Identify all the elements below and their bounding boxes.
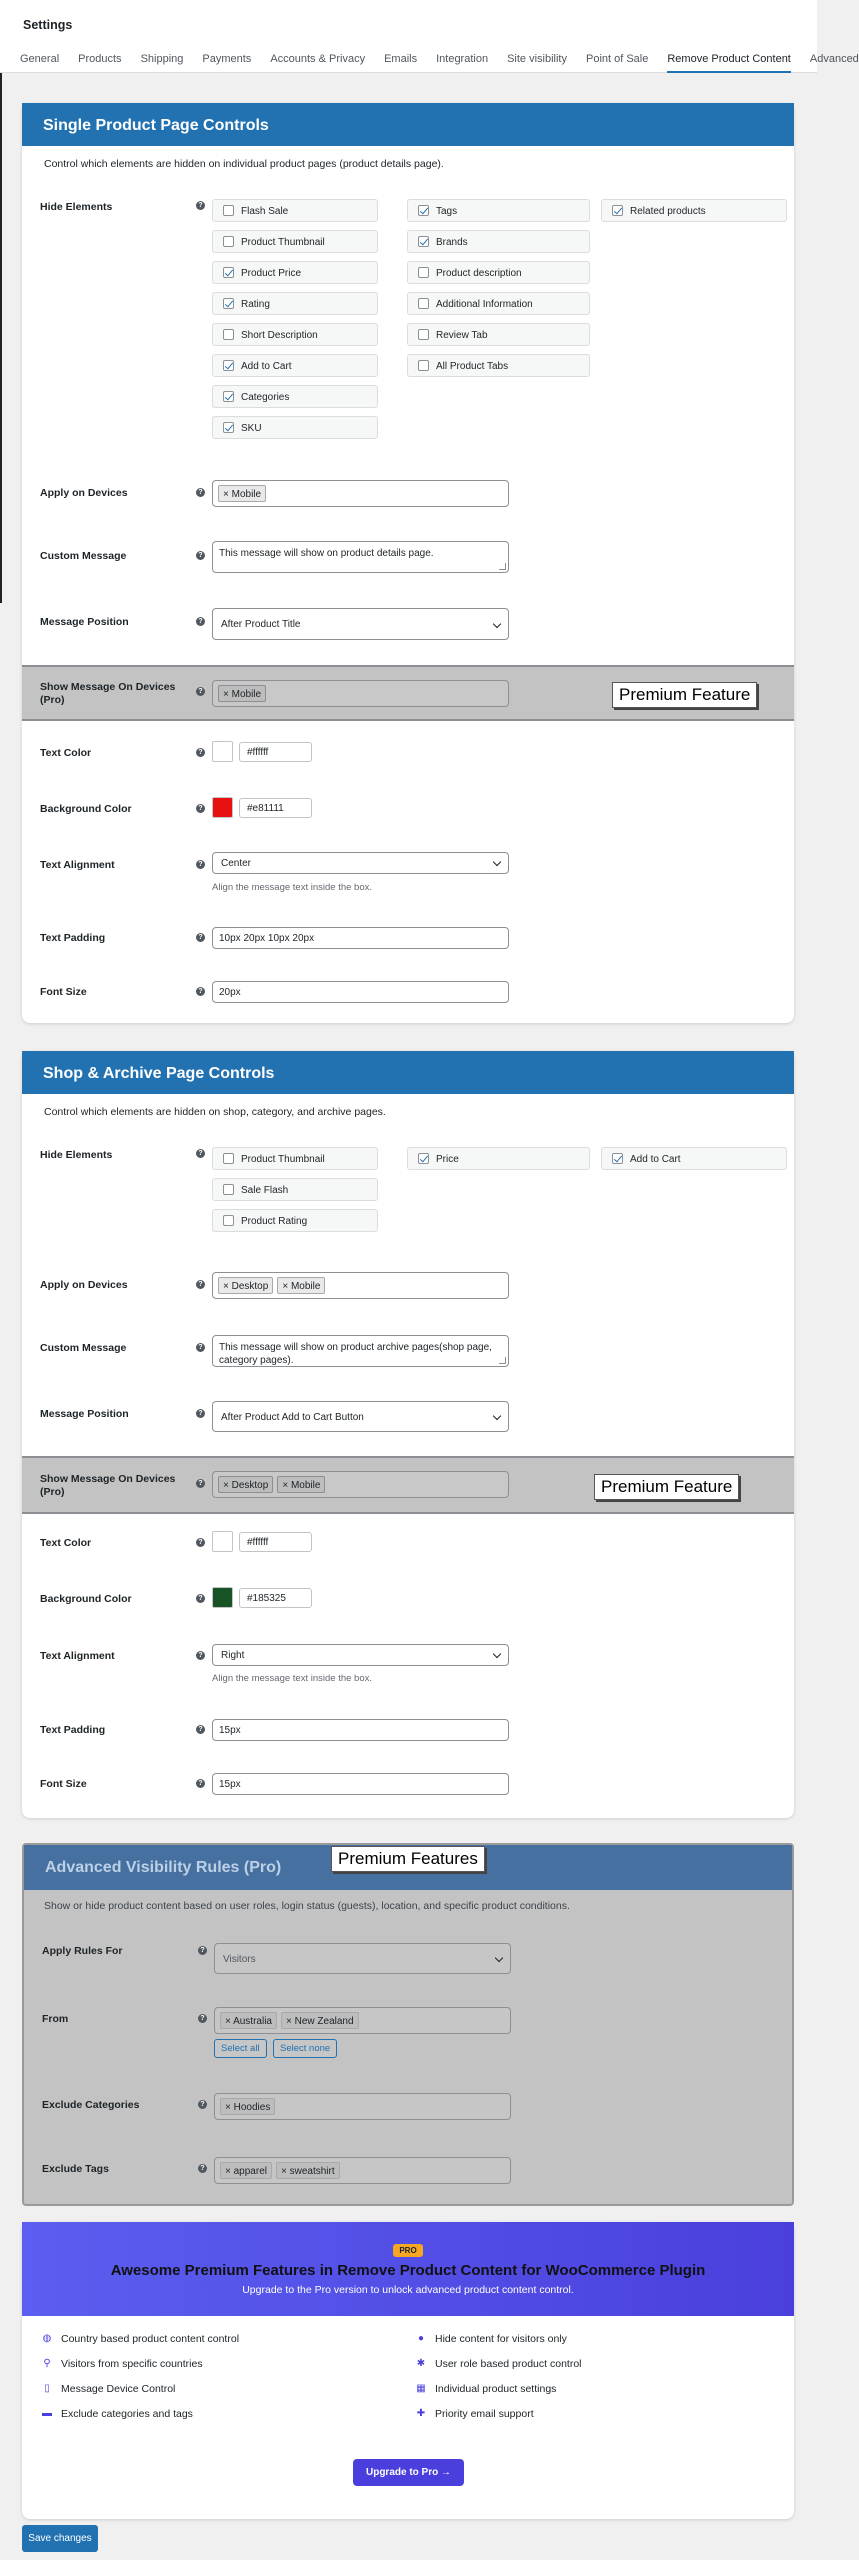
checkbox-unchecked[interactable] (418, 298, 429, 309)
tab-emails[interactable]: Emails (384, 53, 418, 65)
text-color-input[interactable]: #ffffff (239, 742, 312, 762)
tag-label: sweatshirt (289, 2166, 335, 2177)
bg-color-label: Background Color (40, 803, 132, 815)
font-size-label: Font Size (40, 1778, 87, 1790)
resize-handle[interactable] (499, 563, 506, 570)
single-product-card (22, 103, 794, 1023)
bg-color-swatch[interactable] (212, 1587, 233, 1608)
remove-tag-icon[interactable]: × (223, 1480, 232, 1491)
checkbox-item[interactable] (212, 354, 378, 377)
text-alignment-hint: Align the message text inside the box. (212, 882, 373, 893)
premium-row (22, 665, 794, 721)
checkbox-label: SKU (241, 423, 262, 434)
checkbox-label: Rating (241, 299, 270, 310)
tag-label: Mobile (290, 1480, 321, 1491)
selected-tag[interactable] (277, 1277, 325, 1294)
help-icon[interactable]: ? (196, 687, 205, 696)
help-icon[interactable]: ? (196, 987, 205, 996)
selected-tag[interactable] (220, 2012, 277, 2029)
checkbox-item[interactable] (212, 1178, 378, 1201)
selected-tag[interactable] (220, 2162, 272, 2179)
text-alignment-select[interactable] (212, 852, 509, 874)
tab-integration[interactable]: Integration (436, 53, 489, 65)
bg-color-input[interactable]: #185325 (239, 1588, 312, 1608)
remove-tag-icon[interactable]: × (280, 2166, 290, 2177)
devices-select[interactable] (212, 480, 509, 507)
font-size-label: Font Size (40, 986, 87, 998)
show-devices-label: Show Message On Devices (Pro) (40, 681, 176, 706)
selected-tag[interactable] (277, 1476, 325, 1493)
checkbox-checked[interactable] (418, 236, 429, 247)
tab-site-visibility[interactable]: Site visibility (507, 53, 567, 65)
chevron-down-icon (493, 858, 501, 866)
hide-elements-label: Hide Elements (40, 1149, 113, 1161)
text-alignment-select[interactable] (212, 1644, 509, 1666)
text-padding-label: Text Padding (40, 932, 106, 944)
selected-tag[interactable] (276, 2162, 340, 2179)
premium-feature-badge: Premium Feature (612, 682, 757, 708)
tag-label: Hoodies (233, 2102, 271, 2113)
checkbox-checked[interactable] (418, 1153, 429, 1164)
tag-label: apparel (233, 2166, 267, 2177)
help-icon: ? (198, 2014, 207, 2023)
checkbox-checked[interactable] (223, 360, 234, 371)
remove-tag-icon[interactable]: × (223, 1281, 232, 1292)
tag-label: Mobile (231, 489, 262, 500)
feature-item (416, 2383, 556, 2395)
tab-point-of-sale[interactable]: Point of Sale (585, 53, 649, 65)
selected-tag[interactable] (218, 485, 266, 502)
help-icon[interactable]: ? (196, 748, 205, 757)
advanced-card-title: Advanced Visibility Rules (Pro) (24, 1845, 792, 1890)
checkbox-item[interactable] (212, 1209, 378, 1232)
chart-icon: ▦ (416, 2383, 426, 2394)
checkbox-checked[interactable] (612, 205, 623, 216)
text-color-label: Text Color (40, 747, 92, 759)
help-icon: ? (198, 2164, 207, 2173)
checkbox-label: Product description (436, 268, 522, 279)
help-icon[interactable]: ? (196, 1651, 205, 1660)
feature-label: Visitors from specific countries (61, 2358, 203, 2370)
feature-item (42, 2358, 203, 2370)
tab-payments[interactable]: Payments (202, 53, 252, 65)
checkbox-label: Brands (436, 237, 468, 248)
custom-message-text: This message will show on product details page. (219, 548, 434, 559)
help-icon[interactable]: ? (196, 1725, 205, 1734)
checkbox-item[interactable] (407, 230, 590, 253)
tag-label: Mobile (290, 1281, 321, 1292)
tag-label: Australia (233, 2016, 272, 2027)
apply-devices-label: Apply on Devices (40, 1279, 128, 1291)
remove-tag-icon[interactable]: × (285, 2016, 295, 2027)
checkbox-item[interactable] (407, 1147, 590, 1170)
tag-label: Desktop (231, 1281, 269, 1292)
apply-rules-value: Visitors (223, 1954, 256, 1965)
premium-features-badge: Premium Features (331, 1846, 485, 1872)
selected-tag[interactable] (218, 685, 266, 702)
text-color-swatch[interactable] (212, 741, 233, 762)
message-position-value: After Product Add to Cart Button (221, 1412, 364, 1423)
text-alignment-label: Text Alignment (40, 1650, 115, 1662)
shop-card-title: Shop & Archive Page Controls (22, 1051, 794, 1097)
promo-subtitle: Upgrade to the Pro version to unlock advanced product content control. (242, 2284, 574, 2296)
message-position-select[interactable] (212, 608, 509, 640)
custom-message-textarea[interactable] (212, 541, 509, 573)
select-none-button: Select none (273, 2039, 337, 2058)
text-padding-label: Text Padding (40, 1724, 106, 1736)
help-icon[interactable]: ? (196, 1280, 205, 1289)
message-position-select[interactable] (212, 1401, 509, 1432)
checkbox-item[interactable] (407, 261, 590, 284)
feature-item (42, 2408, 193, 2420)
pro-upgrade-card (22, 2222, 794, 2519)
help-icon[interactable]: ? (196, 1409, 205, 1418)
single-card-title: Single Product Page Controls (22, 103, 794, 149)
checkbox-item[interactable] (407, 292, 590, 315)
devices-select[interactable] (212, 1272, 509, 1299)
checkbox-label: Additional Information (436, 299, 533, 310)
bg-color-swatch[interactable] (212, 797, 233, 818)
globe-icon: ◍ (42, 2333, 52, 2344)
chevron-down-icon (493, 1412, 501, 1420)
help-icon[interactable]: ? (196, 1594, 205, 1603)
checkbox-label: Product Rating (241, 1216, 308, 1227)
remove-tag-icon[interactable]: × (225, 2016, 234, 2027)
shop-archive-card (22, 1051, 794, 1818)
countries-select (214, 2007, 511, 2034)
custom-message-label: Custom Message (40, 550, 127, 562)
checkbox-label: Tags (436, 206, 458, 217)
bg-color-label: Background Color (40, 1593, 132, 1605)
help-icon[interactable]: ? (196, 1343, 205, 1352)
text-alignment-hint: Align the message text inside the box. (212, 1673, 373, 1684)
remove-tag-icon[interactable]: × (225, 2102, 234, 2113)
checkbox-item[interactable] (212, 416, 378, 439)
help-icon[interactable]: ? (196, 617, 205, 626)
tab-general[interactable]: General (20, 53, 60, 65)
exclude-categories-select (214, 2093, 511, 2120)
text-color-swatch[interactable] (212, 1531, 233, 1552)
checkbox-item[interactable] (407, 323, 590, 346)
exclude-tags-label: Exclude Tags (42, 2163, 109, 2175)
checkbox-label: Short Description (241, 330, 318, 341)
feature-label: Exclude categories and tags (61, 2408, 193, 2420)
hide-elements-label: Hide Elements (40, 201, 113, 213)
feature-label: User role based product control (435, 2358, 582, 2370)
custom-message-text: This message will show on product archive pages(shop page, category pages). (219, 1342, 492, 1366)
checkbox-label: Review Tab (436, 330, 488, 341)
remove-tag-icon[interactable]: × (282, 1281, 291, 1292)
bg-color-input[interactable]: #e81111 (239, 798, 312, 818)
checkbox-unchecked[interactable] (418, 329, 429, 340)
feature-label: Country based product content control (61, 2333, 240, 2345)
checkbox-label: Categories (241, 392, 290, 403)
checkbox-label: Product Price (241, 268, 302, 279)
checkbox-label: Product Thumbnail (241, 1154, 325, 1165)
show-devices-select (212, 1471, 509, 1498)
selected-tag[interactable] (218, 1476, 273, 1493)
checkbox-item[interactable] (212, 230, 378, 253)
tag-label: Desktop (231, 1480, 269, 1491)
font-size-input[interactable]: 20px (212, 981, 509, 1003)
text-color-label: Text Color (40, 1537, 92, 1549)
text-color-input[interactable]: #ffffff (239, 1532, 312, 1552)
promo-title: Awesome Premium Features in Remove Product Content for WooCommerce Plugin (110, 2262, 706, 2279)
page-title: Settings (23, 18, 73, 32)
help-icon[interactable]: ? (196, 860, 205, 869)
message-position-value: After Product Title (221, 619, 301, 630)
custom-message-textarea[interactable] (212, 1335, 509, 1367)
help-icon[interactable]: ? (196, 1479, 205, 1488)
premium-row (22, 1456, 794, 1514)
feature-label: Individual product settings (435, 2383, 557, 2395)
checkbox-label: Add to Cart (241, 361, 292, 372)
checkbox-label: Product Thumbnail (241, 237, 325, 248)
checkbox-unchecked[interactable] (223, 1153, 234, 1164)
checkbox-item[interactable] (212, 292, 378, 315)
apply-devices-label: Apply on Devices (40, 487, 128, 499)
checkbox-item[interactable] (212, 323, 378, 346)
checkbox-checked[interactable] (223, 298, 234, 309)
checkbox-unchecked[interactable] (223, 329, 234, 340)
checkbox-checked[interactable] (612, 1153, 623, 1164)
checkbox-item[interactable] (212, 385, 378, 408)
premium-feature-badge: Premium Feature (594, 1474, 739, 1500)
checkbox-label: Price (436, 1154, 459, 1165)
advanced-visibility-card (22, 1843, 794, 2206)
checkbox-unchecked[interactable] (223, 236, 234, 247)
help-icon: ? (198, 2100, 207, 2109)
promo-header (22, 2222, 794, 2316)
from-label: From (42, 2013, 69, 2025)
support-icon: ✚ (416, 2408, 426, 2419)
checkbox-label: Related products (630, 206, 706, 217)
checkbox-unchecked[interactable] (223, 1184, 234, 1195)
save-changes-button[interactable]: Save changes (22, 2525, 98, 2552)
help-icon[interactable]: ? (196, 201, 205, 210)
text-alignment-label: Text Alignment (40, 859, 115, 871)
help-icon: ? (198, 1946, 207, 1955)
message-position-label: Message Position (40, 1408, 129, 1420)
selected-tag[interactable] (220, 2098, 275, 2115)
settings-tabs (20, 53, 859, 73)
tab-products[interactable]: Products (78, 53, 122, 65)
checkbox-item[interactable] (212, 261, 378, 284)
checkbox-item[interactable] (212, 1147, 378, 1170)
feature-label: Message Device Control (61, 2383, 176, 2395)
checkbox-item[interactable] (407, 354, 590, 377)
message-position-label: Message Position (40, 616, 129, 628)
custom-message-label: Custom Message (40, 1342, 127, 1354)
tag-label: New Zealand (294, 2016, 354, 2027)
tab-remove-product-content[interactable]: Remove Product Content (667, 53, 791, 73)
apply-rules-label: Apply Rules For (42, 1945, 123, 1957)
exclude-tags-select (214, 2157, 511, 2184)
help-icon[interactable]: ? (196, 1779, 205, 1788)
font-size-input[interactable]: 15px (212, 1773, 509, 1795)
resize-handle[interactable] (499, 1357, 506, 1364)
feature-item (416, 2408, 534, 2420)
tab-advanced[interactable]: Advanced (809, 53, 859, 65)
pro-badge: PRO (393, 2244, 422, 2257)
tag-label: Mobile (231, 689, 262, 700)
exclude-categories-label: Exclude Categories (42, 2099, 140, 2111)
help-icon[interactable]: ? (196, 551, 205, 560)
text-alignment-value: Right (221, 1650, 245, 1661)
help-icon[interactable]: ? (196, 488, 205, 497)
selected-tag[interactable] (218, 1277, 273, 1294)
location-pin-icon: ⚲ (43, 2358, 51, 2369)
checkbox-unchecked[interactable] (418, 360, 429, 371)
chevron-down-icon (493, 620, 501, 628)
shop-card-description: Control which elements are hidden on shop, category, and archive pages. (44, 1106, 386, 1118)
checkbox-label: All Product Tabs (436, 361, 509, 372)
checkbox-item[interactable] (601, 199, 787, 222)
feature-item (416, 2358, 582, 2370)
help-icon[interactable]: ? (196, 804, 205, 813)
mobile-icon: ▯ (44, 2383, 50, 2394)
feature-label: Priority email support (435, 2408, 534, 2420)
checkbox-checked[interactable] (223, 267, 234, 278)
checkbox-unchecked[interactable] (418, 267, 429, 278)
remove-tag-icon[interactable]: × (223, 489, 232, 500)
selected-tag[interactable] (281, 2012, 359, 2029)
select-all-button: Select all (214, 2039, 267, 2058)
show-devices-select (212, 680, 509, 707)
help-icon[interactable]: ? (196, 933, 205, 942)
text-alignment-value: Center (221, 858, 252, 869)
help-icon[interactable]: ? (196, 1149, 205, 1158)
folder-icon: ▬ (42, 2408, 52, 2419)
chevron-down-icon (493, 1650, 501, 1658)
advanced-card-description: Show or hide product content based on user roles, login status (guests), location, and specific product conditions. (44, 1900, 570, 1912)
apply-rules-select (214, 1943, 511, 1974)
show-devices-label: Show Message On Devices (Pro) (40, 1473, 176, 1498)
checkbox-item[interactable] (407, 199, 590, 222)
checkbox-checked[interactable] (418, 205, 429, 216)
users-icon: ✱ (416, 2358, 426, 2369)
top-bar (0, 0, 859, 73)
chevron-down-icon (495, 1954, 503, 1962)
tab-accounts-privacy[interactable]: Accounts & Privacy (270, 53, 366, 65)
checkbox-checked[interactable] (223, 422, 234, 433)
help-icon[interactable]: ? (196, 1538, 205, 1547)
checkbox-label: Add to Cart (630, 1154, 681, 1165)
checkbox-unchecked[interactable] (223, 205, 234, 216)
feature-item (42, 2333, 239, 2345)
remove-tag-icon[interactable]: × (282, 1480, 291, 1491)
user-icon: ● (417, 2333, 425, 2344)
text-padding-input[interactable]: 10px 20px 10px 20px (212, 927, 509, 949)
checkbox-item[interactable] (601, 1147, 787, 1170)
checkbox-label: Sale Flash (241, 1185, 289, 1196)
text-padding-input[interactable]: 15px (212, 1719, 509, 1741)
checkbox-checked[interactable] (223, 391, 234, 402)
feature-item (416, 2333, 567, 2345)
checkbox-unchecked[interactable] (223, 1215, 234, 1226)
remove-tag-icon[interactable]: × (223, 689, 232, 700)
upgrade-to-pro-button[interactable]: Upgrade to Pro → (353, 2459, 464, 2486)
checkbox-label: Flash Sale (241, 206, 289, 217)
single-card-description: Control which elements are hidden on individual product pages (product details page). (44, 158, 444, 170)
admin-sidebar-edge (0, 73, 2, 603)
remove-tag-icon[interactable]: × (225, 2166, 234, 2177)
feature-item (42, 2383, 175, 2395)
checkbox-item[interactable] (212, 199, 378, 222)
feature-label: Hide content for visitors only (435, 2333, 567, 2345)
tab-shipping[interactable]: Shipping (140, 53, 184, 65)
